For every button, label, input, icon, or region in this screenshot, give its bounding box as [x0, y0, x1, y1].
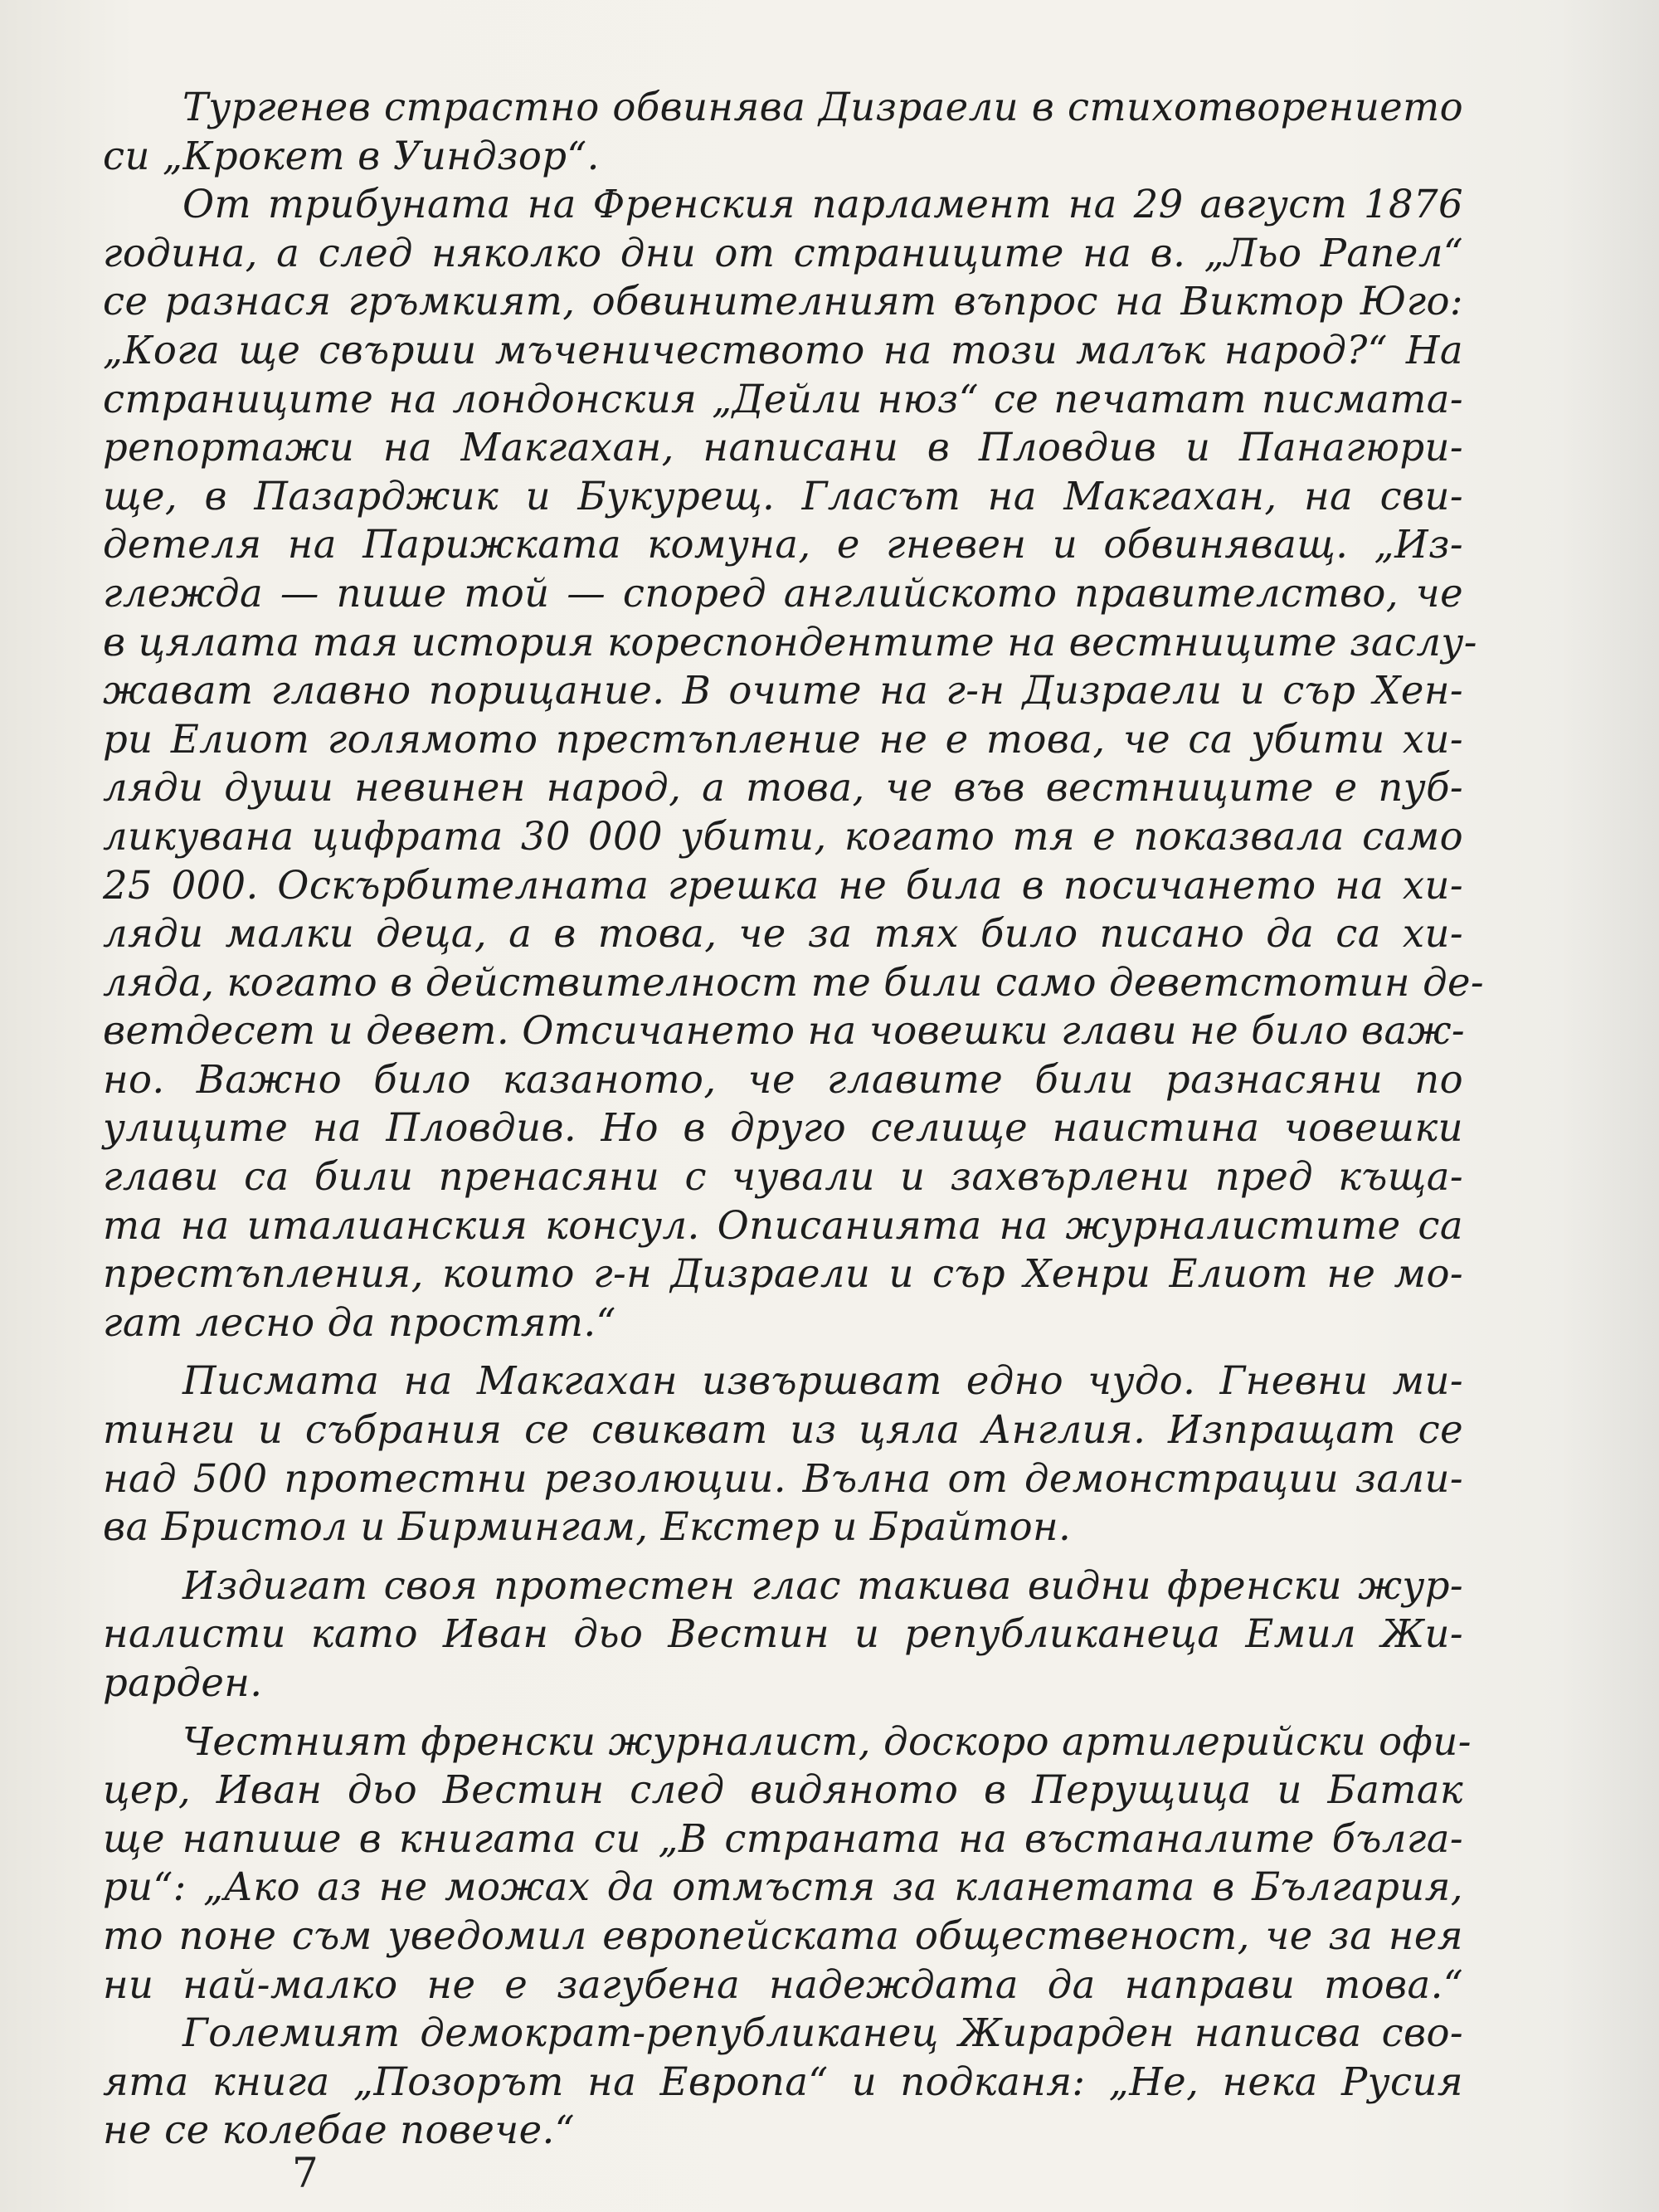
text-line: ри Елиот голямото престъпление не е това, че са убити хи-: [103, 716, 1463, 762]
text-line: налисти като Иван дьо Вестин и републиканеца Емил Жи-: [103, 1611, 1463, 1657]
text-line: се разнася гръмкият, обвинителният въпрос на Виктор Юго:: [103, 279, 1463, 324]
text-line: над 500 протестни резолюции. Вълна от демонстрации зали-: [103, 1455, 1463, 1501]
text-line: жават главно порицание. В очите на г-н Дизраели и сър Хен-: [103, 668, 1463, 714]
text-line: година, а след няколко дни от страниците на в. „Льо Рапел“: [103, 230, 1463, 275]
text-line: гат лесно да простят.“: [103, 1299, 616, 1345]
text-line: Големият демократ-републиканец Жирарден написва сво-: [182, 2010, 1463, 2056]
text-line: ще напише в книгата си „В страната на въстаналите бълга-: [103, 1815, 1463, 1861]
text-line: репортажи на Макгахан, написани в Пловдив и Панагюри-: [103, 425, 1463, 470]
text-line: детеля на Парижката комуна, е гневен и обвиняващ. „Из-: [103, 522, 1463, 568]
page-edge-shadow: [1559, 0, 1659, 2212]
text-line: си „Крокет в Уиндзор“.: [103, 133, 600, 178]
text-line: та на италианския консул. Описанията на журналистите са: [103, 1202, 1463, 1248]
text-line: ри“: „Ако аз не можах да отмъстя за кланетата в България,: [103, 1864, 1463, 1910]
page-number: 7: [292, 2149, 319, 2197]
text-line: От трибуната на Френския парламент на 29 август 1876: [182, 182, 1463, 227]
text-line: Писмата на Макгахан извършват едно чудо. Гневни ми-: [182, 1358, 1463, 1404]
text-line: ни най-малко не е загубена надеждата да направи това.“: [103, 1961, 1463, 2007]
text-line: не се колебае повече.“: [103, 2107, 575, 2153]
text-line: рарден.: [103, 1660, 263, 1705]
text-line: Честният френски журналист, доскоро артилерийски офи-: [182, 1718, 1472, 1764]
text-line: страниците на лондонския „Дейли нюз“ се печатат писмата-: [103, 376, 1463, 421]
text-line: ще, в Пазарджик и Букурещ. Гласът на Макгахан, на сви-: [103, 473, 1463, 519]
text-line: но. Важно било казаното, че главите били разнасяни по: [103, 1056, 1463, 1102]
text-line: глежда — пише той — според английското правителство, че: [103, 570, 1463, 616]
text-line: 25 000. Оскърбителната грешка не била в посичането на хи-: [103, 862, 1463, 908]
text-line: тинги и събрания се свикват из цяла Англия. Изпращат се: [103, 1407, 1463, 1453]
text-line: ляди души невинен народ, а това, че във вестниците е пуб-: [103, 765, 1463, 811]
text-line: то поне съм уведомил европейската общественост, че за нея: [103, 1912, 1463, 1958]
text-line: Издигат своя протестен глас такива видни френски жур-: [182, 1562, 1463, 1608]
text-line: глави са били пренасяни с чували и захвърлени пред къща-: [103, 1154, 1463, 1200]
text-line: в цялата тая история кореспондентите на вестниците заслу-: [103, 619, 1477, 665]
text-line: ляди малки деца, а в това, че за тях било писано да са хи-: [103, 911, 1463, 957]
text-line: ва Бристол и Бирмингам, Екстер и Брайтон.: [103, 1504, 1072, 1550]
text-line: „Кога ще свърши мъченичеството на този малък народ?“ На: [103, 327, 1463, 373]
text-line: Тургенев страстно обвинява Дизраели в стихотворението: [182, 85, 1463, 129]
text-line: ликувана цифрата 30 000 убити, когато тя е показвала само: [103, 813, 1463, 859]
text-line: ляда, когато в действителност те били само деветстотин де-: [103, 959, 1485, 1005]
body-text: [103, 83, 1485, 2155]
text-line: ята книга „Позорът на Европа“ и подканя: „Не, нека Русия: [103, 2059, 1463, 2104]
text-line: улиците на Пловдив. Но в друго селище наистина човешки: [103, 1105, 1463, 1151]
text-line: ветдесет и девет. Отсичането на човешки глави не било важ-: [103, 1008, 1465, 1054]
text-line: цер, Иван дьо Вестин след видяното в Перущица и Батак: [103, 1767, 1463, 1813]
text-line: престъпления, които г-н Дизраели и сър Хенри Елиот не мо-: [103, 1251, 1463, 1297]
